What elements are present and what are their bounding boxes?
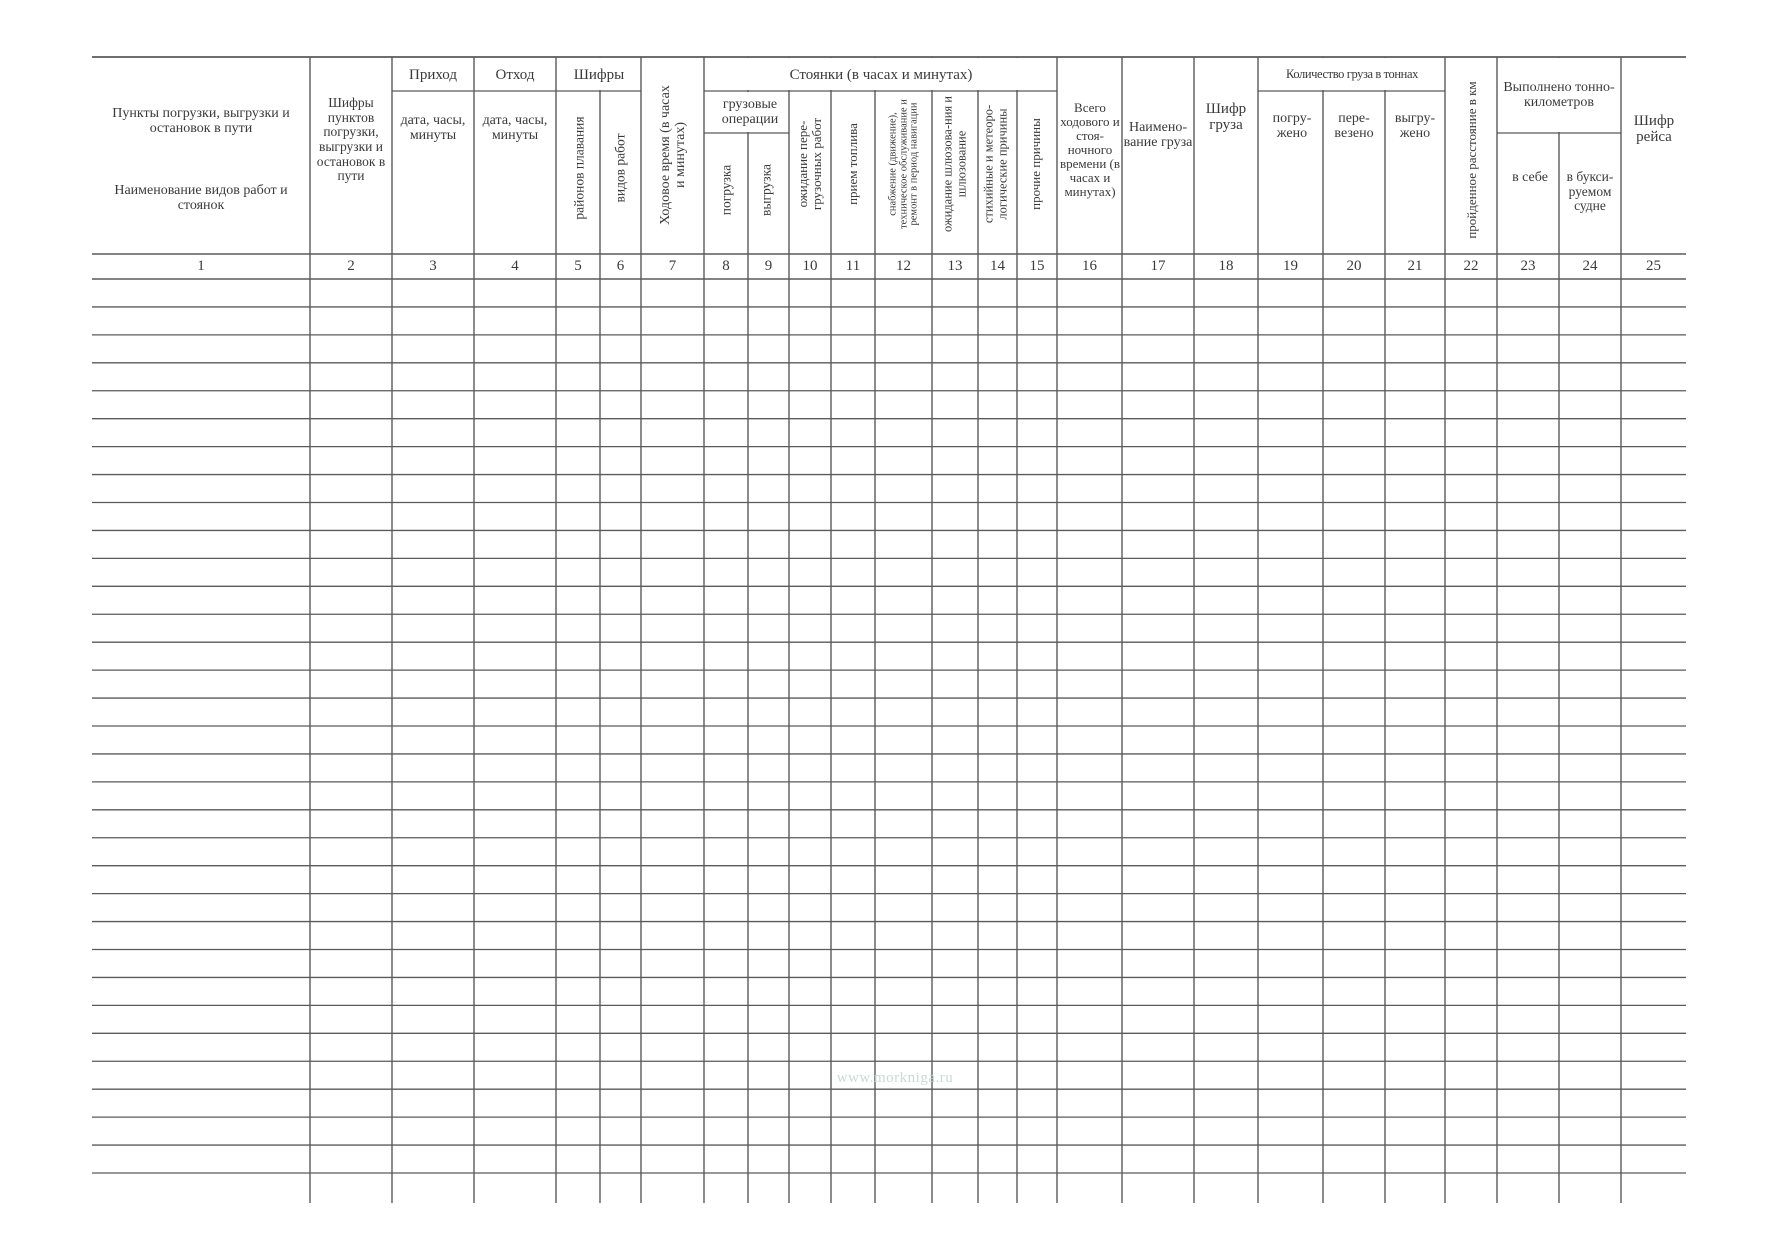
column-number: 24 xyxy=(1582,258,1598,274)
column-number: 2 xyxy=(347,258,355,274)
column-number: 11 xyxy=(845,258,861,274)
header-loaded: погру-жено xyxy=(1272,110,1312,141)
header-voyage-cipher: Шифр рейса xyxy=(1633,112,1675,145)
header-own-vessel: в себе xyxy=(1512,170,1548,186)
column-number: 22 xyxy=(1463,258,1479,274)
header-departure-datetime: дата, часы, минуты xyxy=(482,112,548,143)
header-transported: пере-везено xyxy=(1334,110,1374,141)
column-number: 3 xyxy=(429,258,437,274)
header-unloaded: выгру-жено xyxy=(1394,110,1436,141)
header-unloading: выгрузка xyxy=(758,164,774,216)
header-loading-points: Пункты погрузки, выгрузки и остановок в пути xyxy=(112,105,290,136)
header-towed-vessel: в букси-руемом судне xyxy=(1566,169,1614,214)
column-number: 17 xyxy=(1150,258,1166,274)
header-total-time: Всего ходового и стоя-ночного времени (в часах и минутах) xyxy=(1059,99,1121,200)
column-number: 16 xyxy=(1082,258,1097,274)
header-loading: погрузка xyxy=(718,164,734,216)
header-fuel-intake: прием топлива xyxy=(844,123,860,205)
header-other-reasons: прочие причины xyxy=(1027,118,1043,210)
column-number: 4 xyxy=(511,258,519,274)
column-number: 15 xyxy=(1029,258,1045,274)
column-number: 9 xyxy=(764,258,773,274)
header-distance: пройденное расстояние в км xyxy=(1463,81,1479,239)
header-stops: Стоянки (в часах и минутах) xyxy=(789,66,973,83)
header-cargo-operations: грузовые операции xyxy=(721,96,779,127)
watermark: www.morkniga.ru xyxy=(836,1070,954,1086)
column-number: 12 xyxy=(896,258,911,274)
header-cargo-name: Наимено-вание груза xyxy=(1123,119,1193,150)
header-running-time: Ходовое время (в часах и минутах) xyxy=(657,85,688,225)
header-lock-waiting: ожидание шлюзова-ния и шлюзование xyxy=(940,96,968,232)
header-arrival-datetime: дата, часы, минуты xyxy=(400,112,466,143)
header-departure: Отход xyxy=(495,66,535,83)
column-number: 8 xyxy=(722,258,730,274)
header-ton-km: Выполнено тонно-километров xyxy=(1503,79,1615,110)
header-work-type-ciphers: видов работ xyxy=(612,133,628,203)
column-number: 19 xyxy=(1283,258,1298,274)
header-cargo-cipher: Шифр груза xyxy=(1205,100,1247,133)
column-number: 1 xyxy=(197,258,205,274)
column-number: 6 xyxy=(616,258,625,274)
header-arrival: Приход xyxy=(409,66,457,83)
header-point-ciphers: Шифры пунктов погрузки, выгрузки и остановок в пути xyxy=(316,95,386,184)
header-cargo-quantity: Количество груза в тоннах xyxy=(1286,67,1418,82)
column-number: 7 xyxy=(668,258,677,274)
header-waiting-cargo-work: ожидание пере-грузочных работ xyxy=(794,117,824,211)
column-number: 14 xyxy=(990,258,1005,274)
header-weather-reasons: стихийные и метеоро-логические причины xyxy=(981,104,1009,224)
header-navigation-areas: районов плавания xyxy=(571,116,587,220)
column-number: 5 xyxy=(574,258,582,274)
column-number: 23 xyxy=(1520,258,1536,274)
header-ciphers: Шифры xyxy=(573,66,625,83)
column-number: 21 xyxy=(1407,258,1423,274)
column-number: 20 xyxy=(1346,258,1362,274)
column-number: 10 xyxy=(802,258,818,274)
header-supply-maintenance: снабжение (движение), техническое обслуживание и ремонт в период навигации xyxy=(887,99,920,229)
column-number: 13 xyxy=(947,258,963,274)
column-number: 25 xyxy=(1646,258,1661,274)
column-number: 18 xyxy=(1218,258,1234,274)
header-work-types: Наименование видов работ и стоянок xyxy=(114,182,288,213)
